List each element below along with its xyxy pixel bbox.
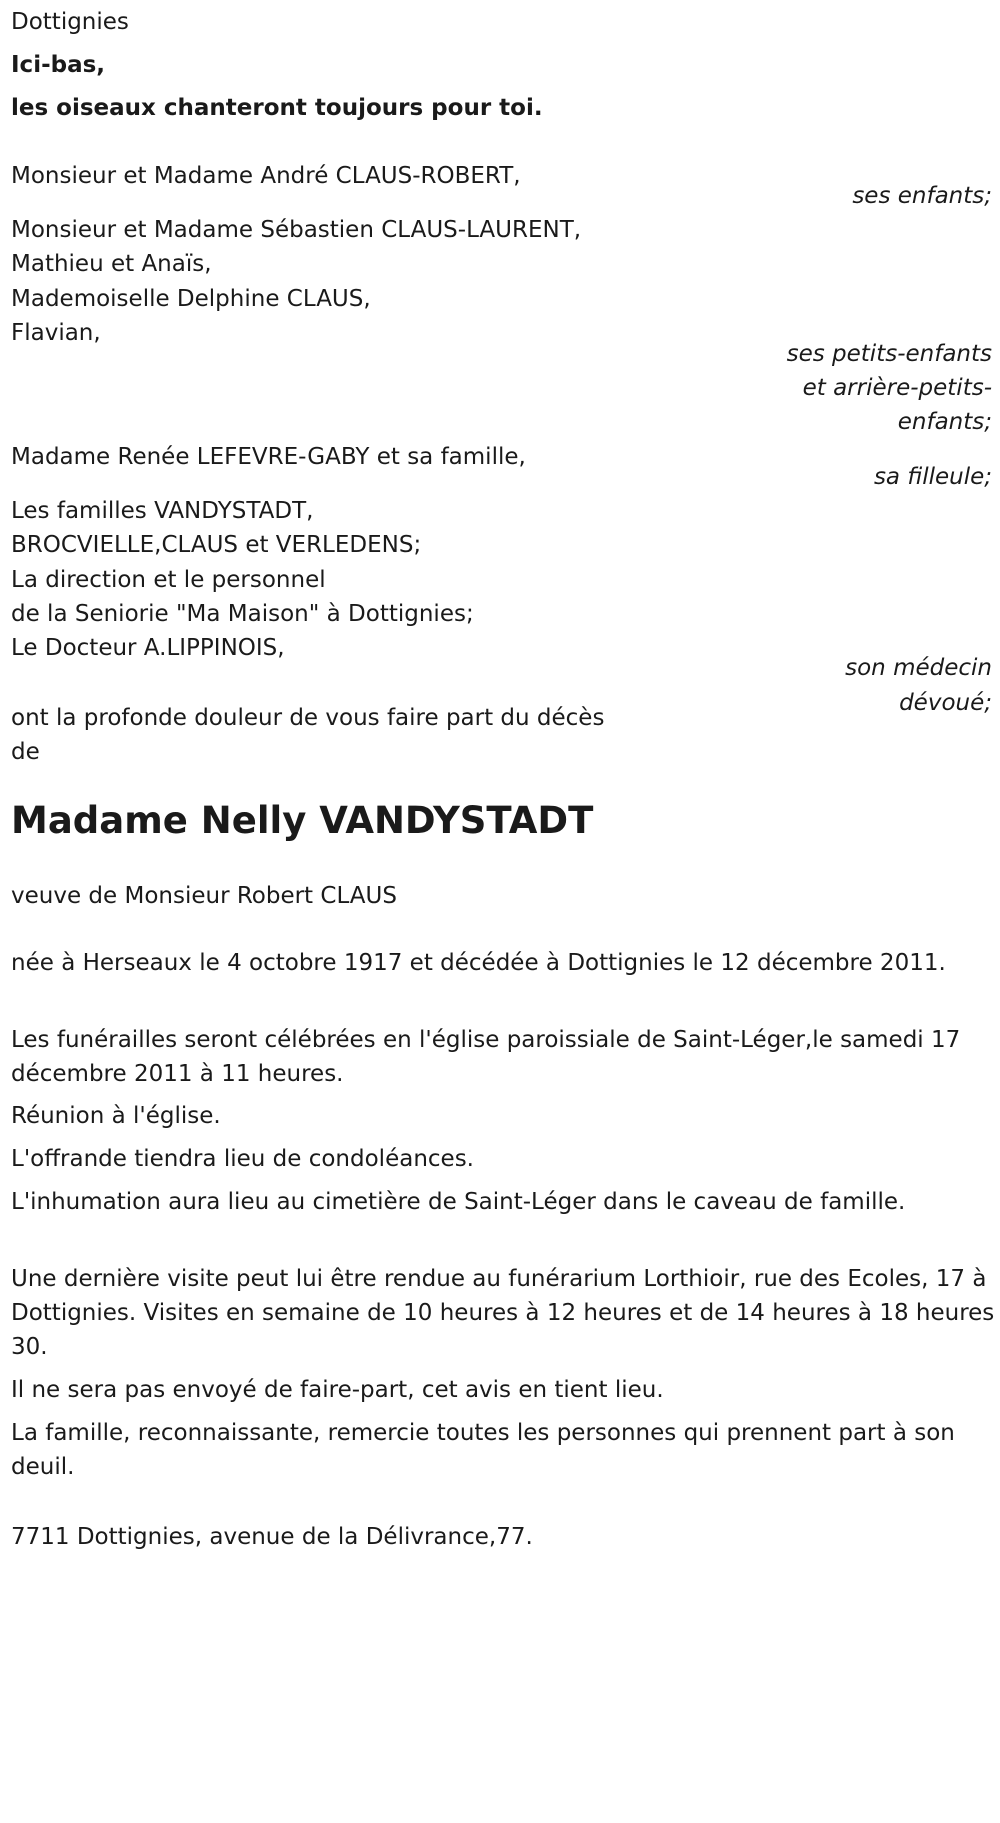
verse-line-1: Ici-bas, (11, 52, 106, 78)
grandchildren-relation-line: et arrière-petits- (802, 375, 992, 401)
children-relation: ses enfants; (852, 183, 992, 209)
grandchild-name: Flavian, (11, 320, 101, 346)
address-text: 7711 Dottignies, avenue de la Délivrance,77. (11, 1524, 533, 1550)
grandchild-name: Mathieu et Anaïs, (11, 251, 212, 277)
location-text: Dottignies (11, 9, 129, 35)
offering-text: L'offrande tiendra lieu de condoléances. (11, 1146, 474, 1172)
grandchild-name: Monsieur et Madame Sébastien CLAUS-LAURENT, (11, 217, 582, 243)
family-line: Le Docteur A.LIPPINOIS, (11, 635, 285, 661)
thanks-text: La famille, reconnaissante, remercie toutes les personnes qui prennent part à son deuil. (11, 1420, 955, 1480)
children-name: Monsieur et Madame André CLAUS-ROBERT, (11, 163, 521, 189)
funeral-text: Les funérailles seront célébrées en l'église paroissiale de Saint-Léger,le samedi 17 décembre 2011 à 11 heures. (11, 1027, 961, 1087)
family-line: de la Seniorie "Ma Maison" à Dottignies; (11, 601, 474, 627)
widow-of-text: veuve de Monsieur Robert CLAUS (11, 883, 397, 909)
burial-text: L'inhumation aura lieu au cimetière de Saint-Léger dans le caveau de famille. (11, 1189, 906, 1215)
verse-line-2: les oiseaux chanteront toujours pour toi. (11, 95, 543, 121)
grandchild-name: Mademoiselle Delphine CLAUS, (11, 286, 371, 312)
announcement-line: de (11, 739, 40, 765)
family-line: Les familles VANDYSTADT, (11, 498, 314, 524)
doctor-relation-line: son médecin (845, 655, 992, 681)
notice-text: Il ne sera pas envoyé de faire-part, cet avis en tient lieu. (11, 1377, 664, 1403)
doctor-relation-line: dévoué; (899, 690, 992, 716)
goddaughter-name: Madame Renée LEFEVRE-GABY et sa famille, (11, 444, 526, 470)
visit-text: Une dernière visite peut lui être rendue au funérarium Lorthioir, rue des Ecoles, 17 à Dottignies. Visites en semaine de 10 heures à 12 heures et de 14 heures à 18 heures 30. (11, 1266, 995, 1360)
birth-death-text: née à Herseaux le 4 octobre 1917 et décédée à Dottignies le 12 décembre 2011. (11, 950, 946, 976)
grandchildren-relation-line: ses petits-enfants (786, 341, 992, 367)
deceased-name: Madame Nelly VANDYSTADT (11, 799, 594, 842)
announcement-line: ont la profonde douleur de vous faire part du décès (11, 705, 605, 731)
family-line: La direction et le personnel (11, 567, 326, 593)
grandchildren-relation-line: enfants; (897, 409, 992, 435)
family-line: BROCVIELLE,CLAUS et VERLEDENS; (11, 532, 422, 558)
goddaughter-relation: sa filleule; (873, 464, 992, 490)
meeting-text: Réunion à l'église. (11, 1103, 221, 1129)
